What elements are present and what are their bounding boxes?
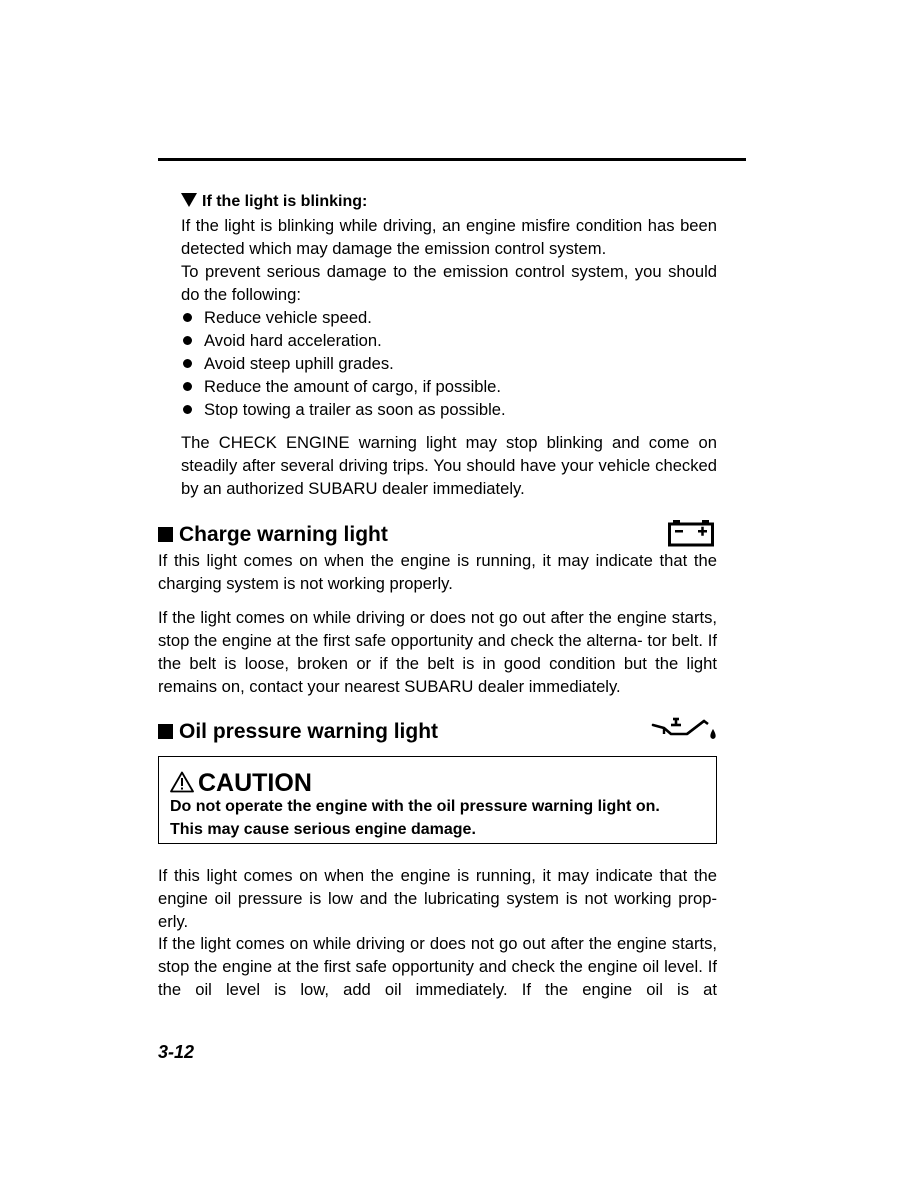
caution-title: CAUTION [170,768,312,798]
top-rule [158,158,746,161]
caution-box [158,756,717,844]
triangle-down-icon [181,193,197,207]
warning-triangle-icon [170,771,194,793]
blinking-paragraph-2: To prevent serious damage to the emission control system, you should do the following: [181,262,717,304]
blinking-paragraph-3: The CHECK ENGINE warning light may stop blinking and come on steadily after several driving trips. You should have your vehicle checked by an authorized SUBARU dealer immediately. [181,433,717,498]
caution-line-2: This may cause serious engine damage. [170,821,476,838]
list-item: Reduce vehicle speed. [181,306,506,329]
caution-line-1: Do not operate the engine with the oil pressure warning light on. [170,798,660,815]
oil-section-heading: Oil pressure warning light [158,719,438,745]
page-number: 3-12 [158,1042,195,1062]
list-item: Avoid hard acceleration. [181,329,506,352]
charge-paragraph-1: If this light comes on when the engine is running, it may indicate that the charging system is not working properly. [158,551,717,593]
battery-icon [667,518,715,548]
caution-body [170,795,710,841]
blinking-paragraph-1: If the light is blinking while driving, an engine misfire condition has been detected which may damage the emission control system. [181,216,717,258]
charge-section-heading: Charge warning light [158,522,388,548]
square-bullet-icon [158,724,173,739]
charge-paragraph-2: If the light comes on while driving or does not go out after the engine starts, stop the engine at the first safe opportunity and check the alterna- tor belt. If the belt is loose, broken or if the belt is in good condition but the light remains on, contact your nearest SUBARU dealer immediately. [158,608,717,696]
blinking-bullet-list [181,306,506,421]
list-item: Reduce the amount of cargo, if possible. [181,375,506,398]
oil-paragraph-1: If this light comes on when the engine is running, it may indicate that the engine oil pressure is low and the lubricating system is not working prop- erly. [158,866,717,931]
list-item: Stop towing a trailer as soon as possible. [181,398,506,421]
square-bullet-icon [158,527,173,542]
blinking-heading: If the light is blinking: [181,191,367,213]
oil-can-icon [651,716,717,744]
list-item: Avoid steep uphill grades. [181,352,506,375]
oil-paragraph-2: If the light comes on while driving or does not go out after the engine starts, stop the engine at the first safe opportunity and check the engine oil level. If the oil level is low, add oil immediately. If the engine oil is at [158,934,717,999]
